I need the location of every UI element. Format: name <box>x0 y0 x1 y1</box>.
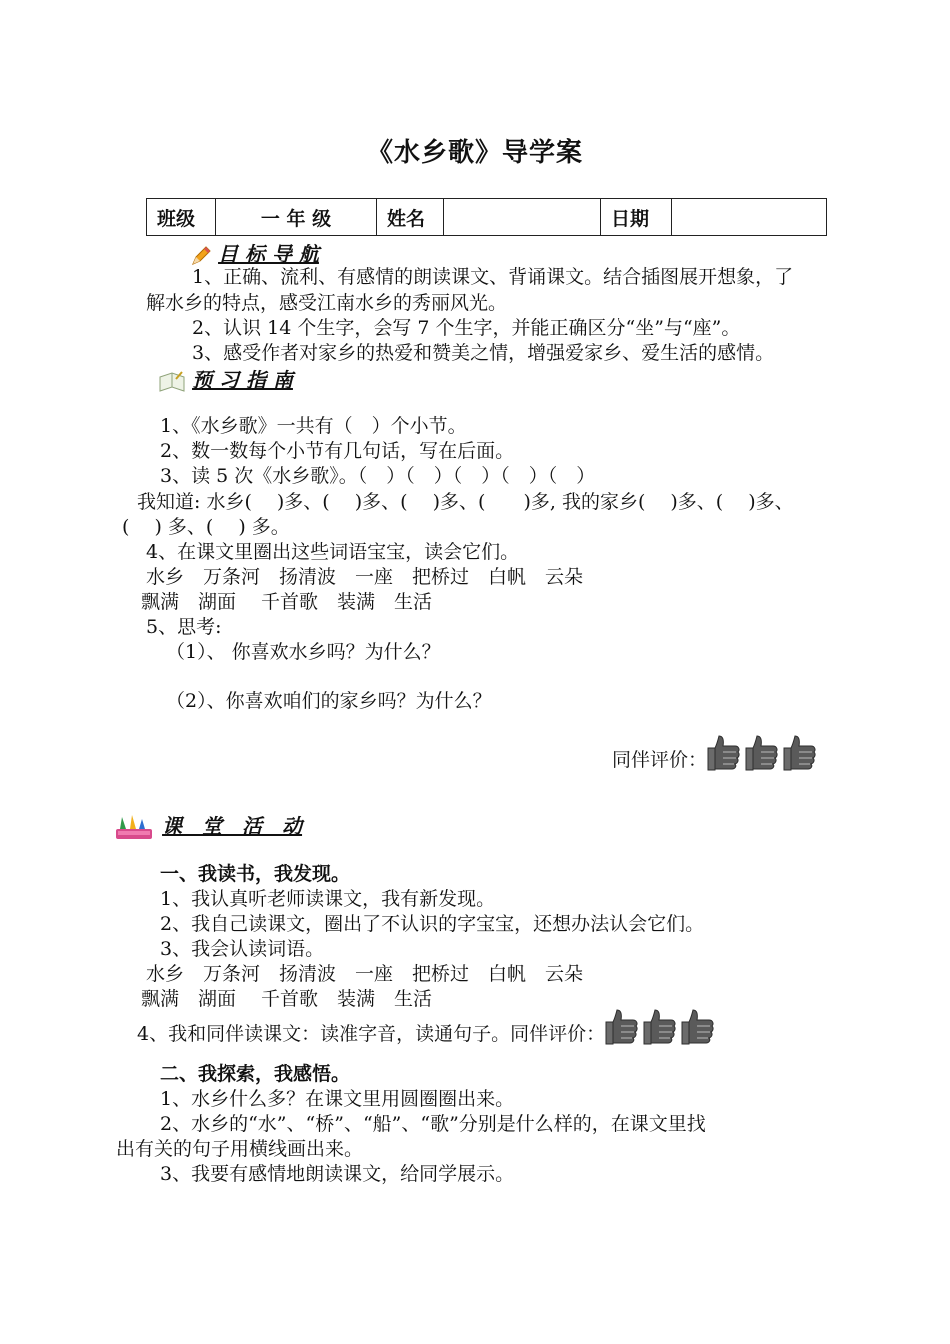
preview-heading <box>158 364 293 395</box>
activity-heading <box>112 810 302 843</box>
preview-line-2: 2、数一数每个小节有几句话，写在后面。 <box>160 440 515 462</box>
preview-line-4: 我知道: 水乡( )多、( )多、( )多、( )多, 我的家乡( )多、( )多、 <box>137 491 794 513</box>
activity-title: 课 堂 活 动 <box>162 814 303 838</box>
name-label: 姓名 <box>377 199 444 236</box>
thumbs-up-icon[interactable] <box>605 1008 639 1048</box>
peer-review-label: 同伴评价： <box>612 749 708 771</box>
part2-line-4: 3、我要有感情地朗读课文，给同学展示。 <box>160 1163 515 1185</box>
thumbs-up-icon[interactable] <box>681 1008 715 1048</box>
goal-line-1: 1、正确、流利、有感情的朗读课文、背诵课文。结合插图展开想象，了 <box>192 266 794 288</box>
part2-line-1: 1、水乡什么多？在课文里用圆圈圈出来。 <box>160 1088 515 1110</box>
date-label: 日期 <box>601 199 672 236</box>
class-value: 一 年 级 <box>216 199 377 236</box>
part2-line-3: 出有关的句子用横线画出来。 <box>116 1138 364 1160</box>
thumbs-up-icon[interactable] <box>643 1008 677 1048</box>
preview-words-1: 水乡 万条河 扬清波 一座 把桥过 白帆 云朵 <box>146 566 584 588</box>
info-table <box>146 198 827 236</box>
page-title: 《水乡歌》导学案 <box>366 138 583 168</box>
thumbs-group-2 <box>605 1008 715 1048</box>
name-field[interactable] <box>444 199 601 236</box>
thumbs-up-icon[interactable] <box>707 734 741 774</box>
part2-title: 二、我探索，我感悟。 <box>160 1063 351 1085</box>
class-label: 班级 <box>147 199 216 236</box>
preview-line-5: ( ) 多、( ) 多。 <box>122 516 290 538</box>
part1-words-1: 水乡 万条河 扬清波 一座 把桥过 白帆 云朵 <box>146 963 584 985</box>
peer-review-1 <box>612 734 817 774</box>
part2-line-2: 2、水乡的“水”、“桥”、“船”、“歌”分别是什么样的，在课文里找 <box>160 1113 706 1135</box>
preview-line-3: 3、读 5 次《水乡歌》。（ ）（ ）（ ）（ ）（ ） <box>160 465 596 487</box>
goal-line-2: 解水乡的特点，感受江南水乡的秀丽风光。 <box>146 292 508 314</box>
preview-line-9: 5、思考: <box>146 616 222 638</box>
goal-line-3: 2、认识 14 个生字，会写 7 个生字，并能正确区分“坐”与“座”。 <box>192 317 741 339</box>
goals-title: 目 标 导 航 <box>218 242 319 266</box>
preview-words-2: 飘满 湖面 千首歌 装满 生活 <box>141 591 433 613</box>
goal-line-4: 3、感受作者对家乡的热爱和赞美之情，增强爱家乡、爱生活的感情。 <box>192 342 775 364</box>
part1-line-2: 2、我自己读课文，圈出了不认识的字宝宝，还想办法认会它们。 <box>160 913 705 935</box>
part1-words-2: 飘满 湖面 千首歌 装满 生活 <box>141 988 433 1010</box>
preview-question-1: （1）、 你喜欢水乡吗？为什么？ <box>166 641 441 663</box>
part1-line-1: 1、我认真听老师读课文，我有新发现。 <box>160 888 496 910</box>
book-icon <box>158 369 186 395</box>
peer-review-2 <box>137 1008 715 1048</box>
preview-question-2: （2）、你喜欢咱们的家乡吗？为什么？ <box>166 690 492 712</box>
preview-line-6: 4、在课文里圈出这些词语宝宝，读会它们。 <box>146 541 520 563</box>
thumbs-group-1 <box>707 734 817 774</box>
part1-title: 一、我读书，我发现。 <box>160 863 351 885</box>
thumbs-up-icon[interactable] <box>783 734 817 774</box>
part1-line-3: 3、我会认读词语。 <box>160 938 325 960</box>
preview-title: 预 习 指 南 <box>192 368 293 392</box>
date-field[interactable] <box>672 199 827 236</box>
paint-tools-icon <box>112 813 156 843</box>
peer-read-line: 4、我和同伴读课文：读准字音，读通句子。同伴评价： <box>137 1023 606 1045</box>
preview-line-1: 1、《水乡歌》一共有（ ）个小节。 <box>160 415 467 437</box>
thumbs-up-icon[interactable] <box>745 734 779 774</box>
